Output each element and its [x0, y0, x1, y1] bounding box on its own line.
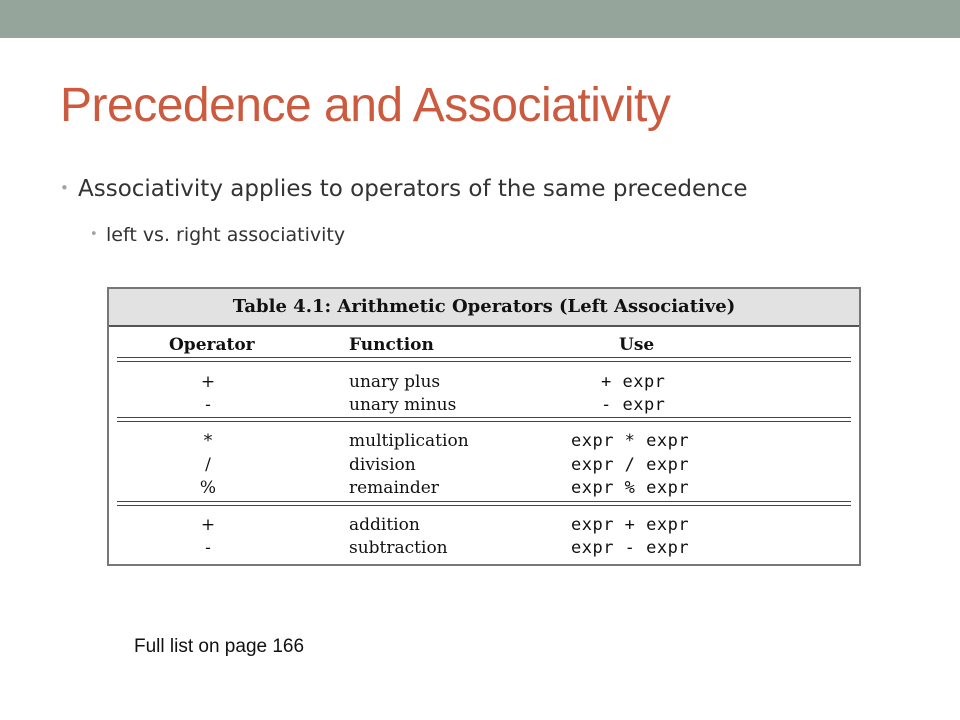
use-cell: expr / expr	[571, 455, 690, 475]
footnote-text: Full list on page 166	[134, 636, 305, 657]
column-header-operator: Operator	[169, 335, 255, 355]
operator-cell: +	[200, 372, 216, 392]
double-rule-bottom	[117, 505, 851, 506]
double-rule-top	[117, 417, 851, 418]
operators-table	[107, 287, 861, 566]
sub-bullet-text: left vs. right associativity	[106, 224, 346, 246]
use-cell: expr - expr	[571, 538, 690, 558]
column-header-function: Function	[349, 335, 434, 355]
use-cell: expr + expr	[571, 515, 690, 535]
operator-cell: %	[199, 478, 217, 498]
function-cell: addition	[349, 515, 420, 535]
operator-cell: -	[205, 538, 211, 558]
double-rule-top	[117, 357, 851, 358]
bullet-dot-icon: •	[90, 227, 98, 242]
sub-bullet-item	[90, 224, 345, 246]
double-rule-bottom	[117, 421, 851, 422]
column-header-use: Use	[619, 335, 655, 355]
bullet-text: Associativity applies to operators of the same precedence	[78, 176, 748, 202]
function-cell: unary plus	[349, 372, 441, 392]
function-cell: unary minus	[349, 395, 457, 415]
function-cell: subtraction	[349, 538, 448, 558]
function-cell: division	[349, 455, 416, 475]
double-rule-top	[117, 501, 851, 502]
operator-cell: -	[205, 395, 211, 415]
operator-cell: *	[203, 431, 213, 451]
slide-title: Precedence and Associativity	[60, 79, 671, 132]
top-accent-bar	[0, 0, 960, 38]
bullet-item	[60, 176, 747, 202]
table-caption: Table 4.1: Arithmetic Operators (Left Associative)	[109, 289, 859, 327]
use-cell: - expr	[601, 395, 666, 415]
use-cell: + expr	[601, 372, 666, 392]
function-cell: multiplication	[349, 431, 469, 451]
operator-cell: /	[205, 455, 211, 475]
bullet-dot-icon: •	[60, 179, 69, 197]
double-rule-bottom	[117, 361, 851, 362]
operator-cell: +	[200, 515, 216, 535]
use-cell: expr % expr	[571, 478, 690, 498]
function-cell: remainder	[349, 478, 439, 498]
use-cell: expr * expr	[571, 431, 690, 451]
